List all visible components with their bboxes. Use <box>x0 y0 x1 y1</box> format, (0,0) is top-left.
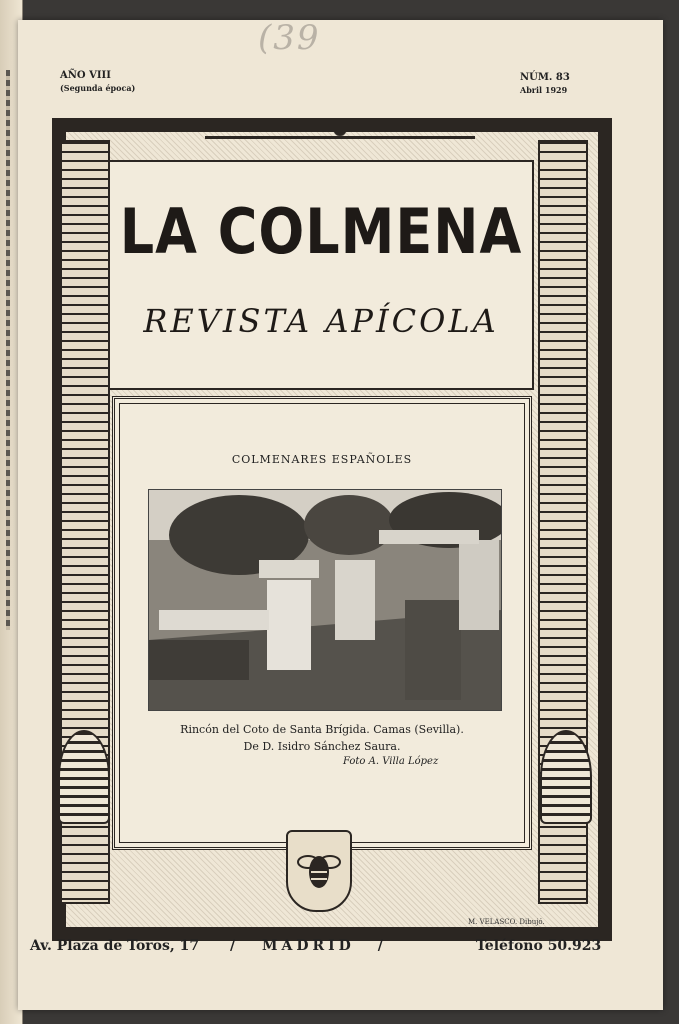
section-heading: COLMENARES ESPAÑOLES <box>231 453 413 466</box>
publisher-city: MADRID <box>262 938 355 954</box>
publisher-city-line <box>230 938 387 954</box>
photo-caption-line2: De D. Isidro Sánchez Saura. <box>243 740 401 753</box>
photo-caption-line1: Rincón del Coto de Santa Brígida. Camas (Sevilla). <box>180 723 464 736</box>
apiary-photograph <box>148 489 502 711</box>
handwritten-note: (39 <box>258 18 321 58</box>
masthead-panel <box>108 160 534 390</box>
bee-crest-emblem-icon <box>286 830 352 912</box>
separator-right: / <box>377 938 387 954</box>
magazine-title: LA COLMENA <box>119 195 523 268</box>
feature-panel <box>112 396 532 850</box>
apiary-photo-drawing <box>149 490 501 710</box>
publisher-phone: Teléfono 50.923 <box>476 938 602 954</box>
magazine-subtitle: REVISTA APÍCOLA <box>143 302 499 340</box>
beehive-skep-left-icon <box>58 730 110 824</box>
issue-date: Abril 1929 <box>520 85 568 95</box>
issue-year-block <box>60 70 135 94</box>
bee-icon <box>288 832 350 910</box>
top-scroll-ornament <box>205 104 475 139</box>
separator-left: / <box>230 938 240 954</box>
publisher-address: Av. Plaza de Toros, 17 <box>30 938 200 954</box>
beehive-skep-right-icon <box>540 730 592 824</box>
photo-credit: Foto A. Villa López <box>343 756 439 767</box>
issue-year: AÑO VIII <box>60 70 111 81</box>
issue-number-block <box>520 72 570 96</box>
issue-number: NÚM. 83 <box>520 72 570 83</box>
issue-epoch: (Segunda época) <box>60 83 136 93</box>
illustrator-signature: M. VELASCO. Dibujó. <box>468 918 545 926</box>
